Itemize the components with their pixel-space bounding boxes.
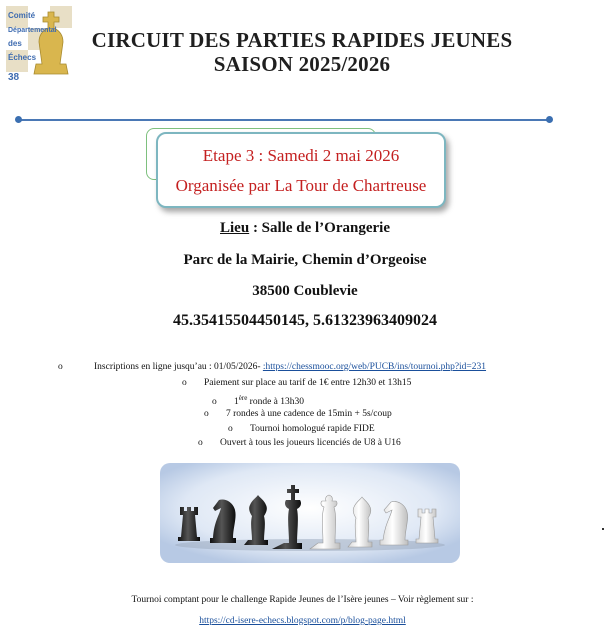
open-text: Ouvert à tous les joueurs licenciés de U8 à U16 [220,438,401,448]
list-item-rounds [204,409,392,419]
logo-text: 38 [8,72,20,83]
list-item-fide [228,424,375,434]
registration-link[interactable]: :https://chessmooc.org/web/PUCB/ins/tournoi.php?id=231 [262,362,487,372]
stage-box [156,132,446,208]
bullet: o [204,409,209,419]
location-address: Parc de la Mairie, Chemin d’Orgeoise [183,252,427,268]
page-title-line1: CIRCUIT DES PARTIES RAPIDES JEUNES [91,28,513,52]
stray-mark [602,528,604,530]
logo-text: des [8,39,22,48]
payment-text: Paiement sur place au tarif de 1€ entre 12h30 et 13h15 [204,378,412,388]
stage-date: Etape 3 : Samedi 2 mai 2026 [202,146,400,165]
divider-line [18,119,550,121]
bullet: o [212,397,217,408]
chess-pieces-image [160,463,460,563]
first-round-num: 1 [234,397,239,408]
divider-dot-right [546,116,553,123]
list-item-registration [58,362,486,372]
location-venue [110,220,500,237]
first-round-sup: ère [238,394,248,402]
location-venue-name: : Salle de l’Orangerie [249,220,390,236]
challenge-link[interactable]: https://cd-isere-echecs.blogspot.com/p/blog-page.html [199,616,406,626]
list-item-open [198,438,401,448]
list-item-payment [182,378,411,388]
first-round-text: ronde à 13h30 [247,397,305,408]
location-label: Lieu [220,220,250,236]
challenge-text: Tournoi comptant pour le challenge Rapide Jeunes de l’Isère jeunes – Voir règlement sur : [131,595,474,605]
logo-text: Départemental [8,27,57,34]
registration-text: Inscriptions en ligne jusqu’au : 01/05/2026- [94,362,263,372]
location-coordinates: 45.35415504450145, 5.61323963409024 [173,312,437,329]
list-item-first-round [212,394,304,407]
bullet: o [198,438,203,448]
rounds-text: 7 rondes à une cadence de 15min + 5s/coup [226,409,392,419]
location-city: 38500 Coublevie [252,283,358,299]
logo-text: Échecs [8,53,37,62]
bullet: o [228,424,233,434]
logo-text: Comité [8,11,36,20]
bullet: o [182,378,187,388]
divider-dot-left [15,116,22,123]
bullet: o [58,362,63,372]
fide-text: Tournoi homologué rapide FIDE [250,424,375,434]
stage-organizer: Organisée par La Tour de Chartreuse [175,176,427,195]
page-title-line2: SAISON 2025/2026 [213,52,391,76]
